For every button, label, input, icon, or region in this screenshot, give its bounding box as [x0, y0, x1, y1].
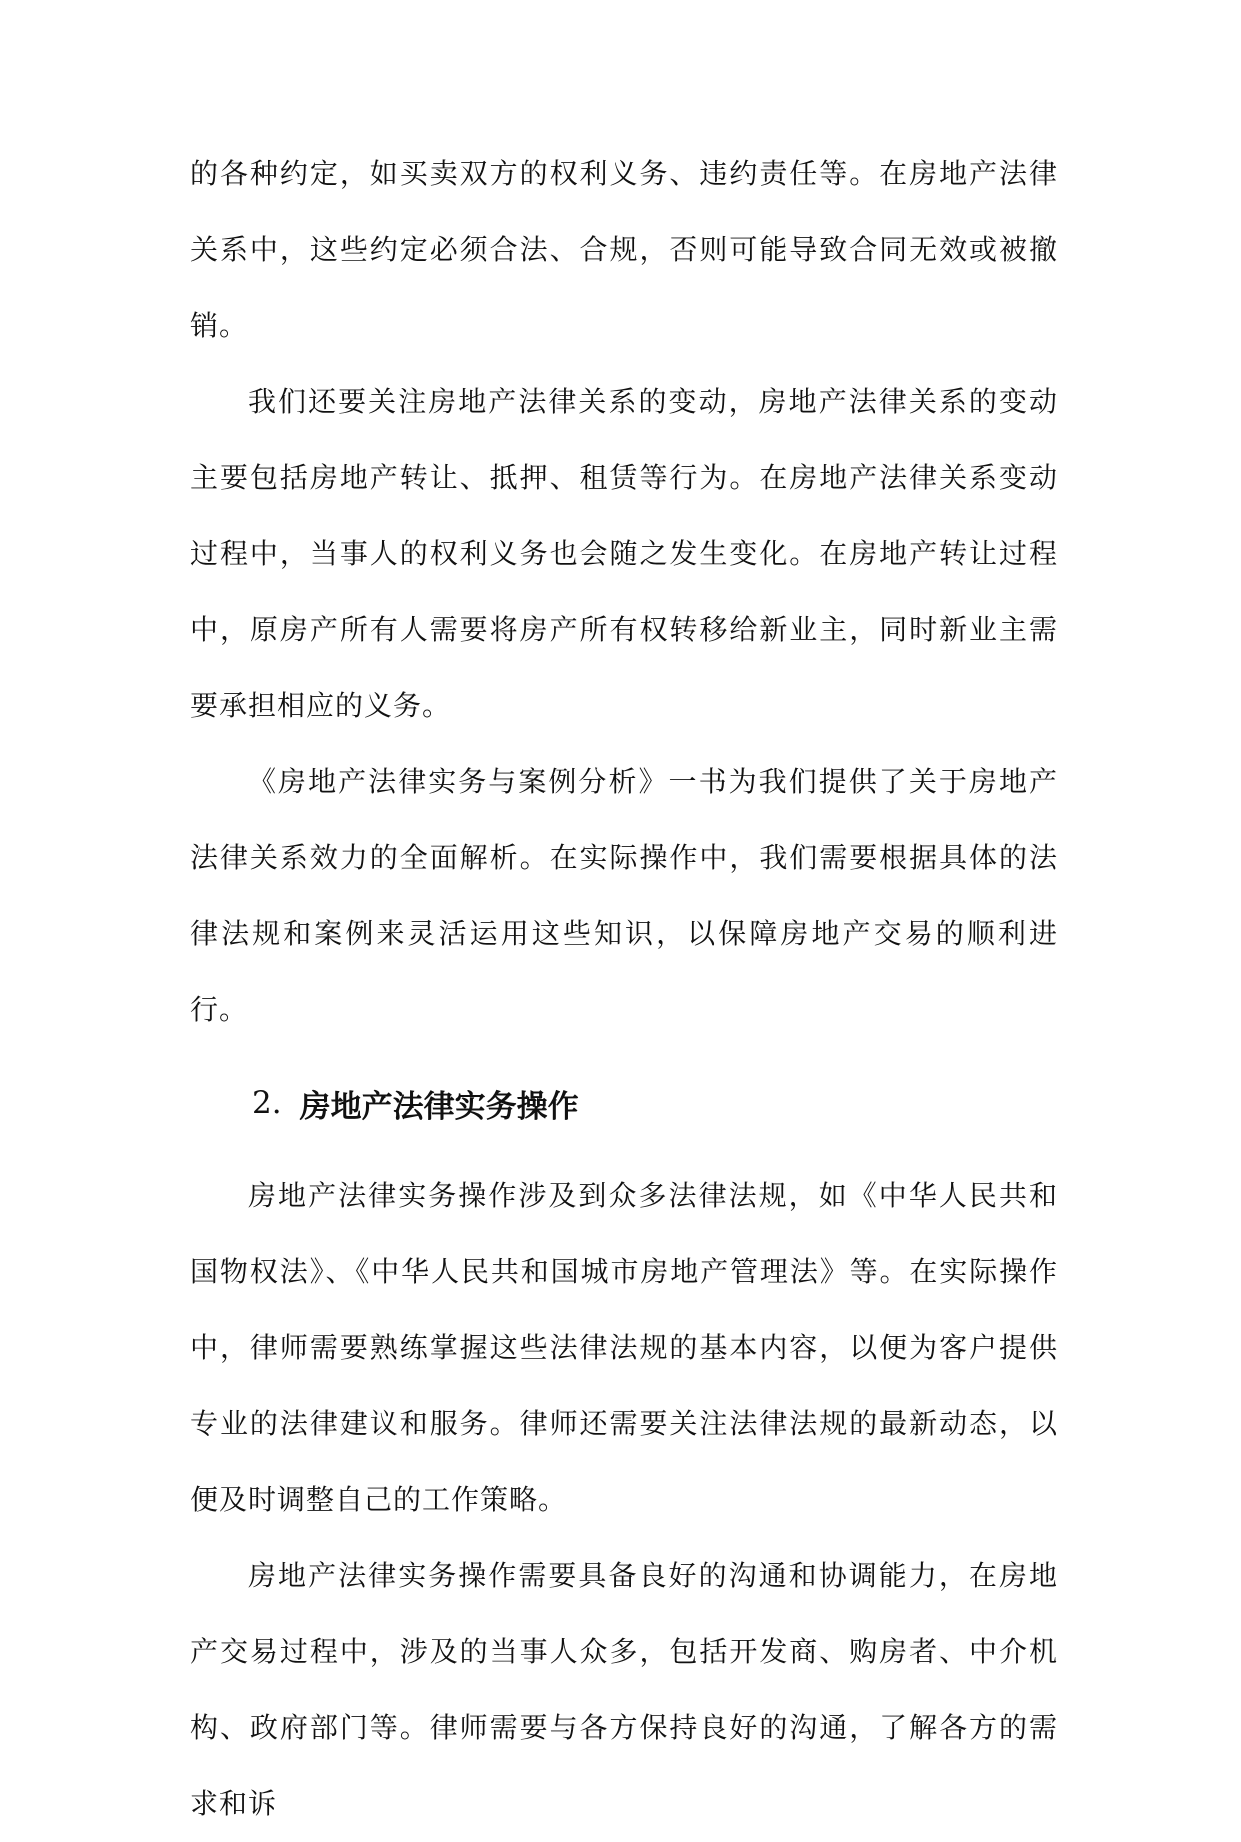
paragraph-laws-and-regulations: 房地产法律实务操作涉及到众多法律法规，如《中华人民共和国物权法》、《中华人民共和国城市房地产管理法》等。在实际操作中，律师需要熟练掌握这些法律法规的基本内容，以便为客户提供专业的法律建议和服务。律师还需要关注法律法规的最新动态，以便及时调整自己的工作策略。 [190, 1179, 1058, 1516]
section-number: 2. [252, 1085, 282, 1121]
section-title: 房地产法律实务操作 [299, 1088, 579, 1125]
section-heading [190, 1048, 1058, 1158]
paragraph-contract-terms: 的各种约定，如买卖双方的权利义务、违约责任等。在房地产法律关系中，这些约定必须合法、合规，否则可能导致合同无效或被撤销。 [190, 157, 1058, 342]
paragraph-communication-skills: 房地产法律实务操作需要具备良好的沟通和协调能力，在房地产交易过程中，涉及的当事人众多，包括开发商、购房者、中介机构、政府部门等。律师需要与各方保持良好的沟通，了解各方的需求和诉 [190, 1559, 1058, 1820]
paragraph-legal-relation-changes: 我们还要关注房地产法律关系的变动，房地产法律关系的变动主要包括房地产转让、抵押、租赁等行为。在房地产法律关系变动过程中，当事人的权利义务也会随之发生变化。在房地产转让过程中，原房产所有人需要将房产所有权转移给新业主，同时新业主需要承担相应的义务。 [190, 385, 1058, 722]
document-body [190, 136, 1058, 1842]
paragraph-book-reference: 《房地产法律实务与案例分析》一书为我们提供了关于房地产法律关系效力的全面解析。在实际操作中，我们需要根据具体的法律法规和案例来灵活运用这些知识，以保障房地产交易的顺利进行。 [190, 765, 1058, 1026]
